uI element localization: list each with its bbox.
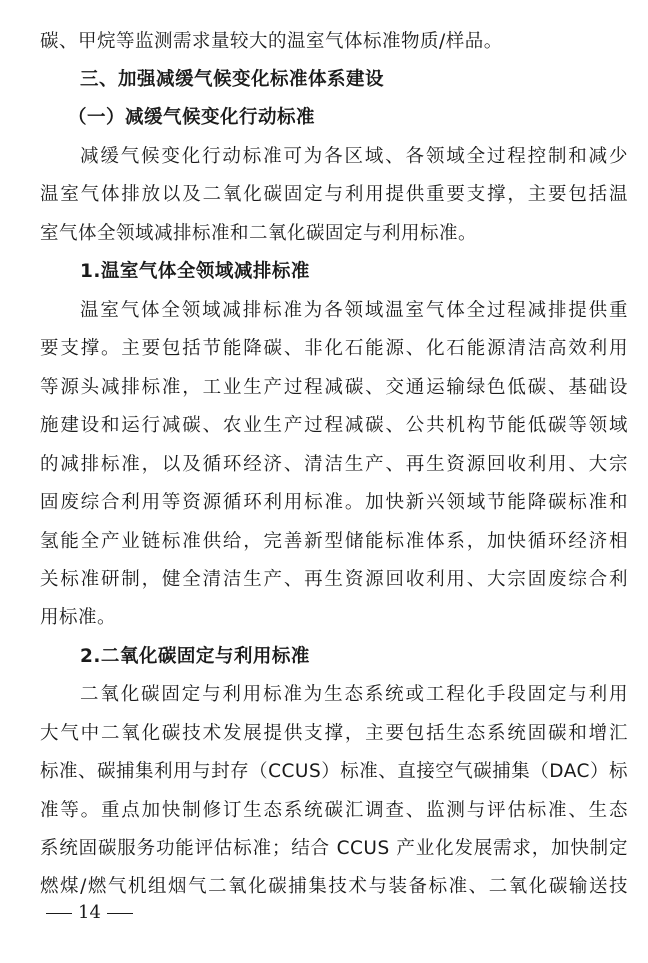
body-text-line: 准等。重点加快制修订生态系统碳汇调查、监测与评估标准、生态 xyxy=(40,800,628,821)
body-text-line: 燃煤/燃气机组烟气二氧化碳捕集技术与装备标准、二氧化碳输送技 xyxy=(40,876,628,897)
body-text-line: 碳、甲烷等监测需求量较大的温室气体标准物质/样品。 xyxy=(40,31,503,52)
body-text-line: 大气中二氧化碳技术发展提供支撑，主要包括生态系统固碳和增汇 xyxy=(40,723,628,744)
body-text-line: 氢能全产业链标准供给，完善新型储能标准体系，加快循环经济相 xyxy=(40,531,628,552)
body-text-line: 二氧化碳固定与利用标准为生态系统或工程化手段固定与利用 xyxy=(80,684,628,705)
body-text-line: 室气体全领域减排标准和二氧化碳固定与利用标准。 xyxy=(40,223,478,244)
subsection-heading: （一）减缓气候变化行动标准 xyxy=(68,107,316,128)
body-text-line: 要支撑。主要包括节能降碳、非化石能源、化石能源清洁高效利用 xyxy=(40,338,628,359)
body-text-line: 等源头减排标准，工业生产过程减碳、交通运输绿色低碳、基础设 xyxy=(40,377,628,398)
footer-dash-left xyxy=(46,913,72,914)
subsection-heading: 2.二氧化碳固定与利用标准 xyxy=(80,646,310,667)
body-text-line: 温室气体排放以及二氧化碳固定与利用提供重要支撑，主要包括温 xyxy=(40,184,628,205)
body-text-line: 系统固碳服务功能评估标准；结合 CCUS 产业化发展需求，加快制定 xyxy=(40,838,628,859)
footer-dash-right xyxy=(107,913,133,914)
body-text-line: 用标准。 xyxy=(40,607,117,628)
section-heading: 三、加强减缓气候变化标准体系建设 xyxy=(80,69,385,90)
body-text-line: 温室气体全领域减排标准为各领域温室气体全过程减排提供重 xyxy=(80,300,628,321)
page-footer xyxy=(40,898,139,928)
body-text-line: 关标准研制，健全清洁生产、再生资源回收利用、大宗固废综合利 xyxy=(40,569,628,590)
page-number: 14 xyxy=(78,902,101,923)
body-text-line: 减缓气候变化行动标准可为各区域、各领域全过程控制和减少 xyxy=(80,146,628,167)
body-text-line: 的减排标准，以及循环经济、清洁生产、再生资源回收利用、大宗 xyxy=(40,454,628,475)
body-text-line: 标准、碳捕集利用与封存（CCUS）标准、直接空气碳捕集（DAC）标 xyxy=(40,761,628,782)
body-text-line: 固废综合利用等资源循环利用标准。加快新兴领域节能降碳标准和 xyxy=(40,492,628,513)
subsection-heading: 1.温室气体全领域减排标准 xyxy=(80,261,310,282)
body-text-line: 施建设和运行减碳、农业生产过程减碳、公共机构节能低碳等领域 xyxy=(40,415,628,436)
